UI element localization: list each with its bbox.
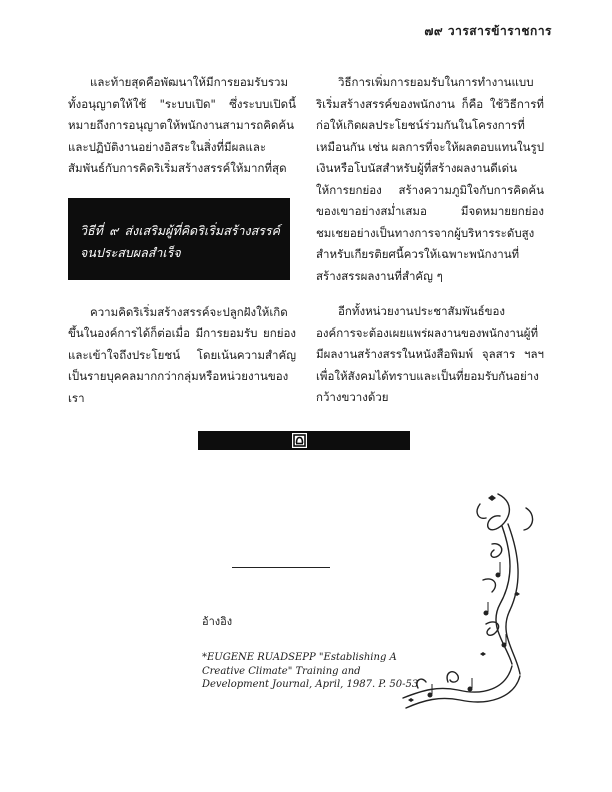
reference-label: อ้างอิง [202, 615, 233, 628]
page-header: ๗๙ วารสารข้าราชการ [424, 24, 552, 38]
right-paragraph-2: อีกทั้งหน่วยงานประชาสัมพันธ์ขององค์การจะต้องเผยแพร่ผลงานของพนักงานผู้ที่มีผลงานสร้างสรรในหนังสือพิมพ์ จุลสาร ฯลฯ เพื่อให้สังคมได้ทราบและเป็นที่ยอมรับกันอย่างกว้างขวางด้วย [316, 304, 544, 404]
left-paragraph-1: และท้ายสุดคือพัฒนาให้มีการยอมรับรวมทั้งอนุญาตให้ใช้ "ระบบเปิด" ซึ่งระบบเปิดนี้หมายถึงการอนุญาตให้พนักงานสามารถคิดค้นและปฏิบัติงานอย่างอิสระในสิ่งที่มีผลและสัมพันธ์กับการคิดริเริ่มสร้างสรรค์ให้มากที่สุด [68, 75, 296, 175]
method-heading-box [68, 198, 290, 280]
square-ornament-icon [292, 433, 307, 448]
method-heading-text: วิธีที่ ๙ ส่งเสริมผู้ที่คิดริเริ่มสร้างสรรค์จนประสบผลสำเร็จ [80, 222, 280, 260]
reference-citation: *EUGENE RUADSEPP "Establishing A Creative Climate" Training and Development Journal, April, 1987. P. 50-53 [202, 652, 419, 690]
section-divider-bar [198, 431, 410, 450]
left-column [68, 72, 296, 409]
right-column [316, 72, 544, 409]
swirl-flourish-icon [388, 484, 548, 718]
reference-rule [232, 567, 330, 568]
left-paragraph-2: ความคิดริเริ่มสร้างสรรค์จะปลูกฝังให้เกิดขึ้นในองค์การได้ก็ต่อเมื่อ มีการยอมรับ ยกย่องและเข้าใจถึงประโยชน์ โดยเน้นความสำคัญเป็นรายบุคคลมากกว่ากลุ่มหรือหน่วยงานของเรา [68, 304, 296, 405]
right-paragraph-1: วิธีการเพิ่มการยอมรับในการทำงานแบบริเริ่มสร้างสรรค์ของพนักงาน ก็คือ ใช้วิธีการที่ก่อให้เกิดผลประโยชน์ร่วมกันในโครงการที่เหมือนกัน เช่น ผลการที่จะให้ผลตอบแทนในรูปเงินหรือโบนัสสำหรับผู้ที่สร้างผลงานดีเด่นให้การยกย่อง สร้างความภูมิใจกับการคิดค้นของเขาอย่างสม่ำเสมอ มีจดหมายยกย่องชมเชยอย่างเป็นทางการจากผู้บริหารระดับสูง สำหรับเกียรติยศนี้ควรให้เฉพาะพนักงานที่สร้างสรรผลงานที่สำคัญ ๆ [316, 75, 544, 283]
